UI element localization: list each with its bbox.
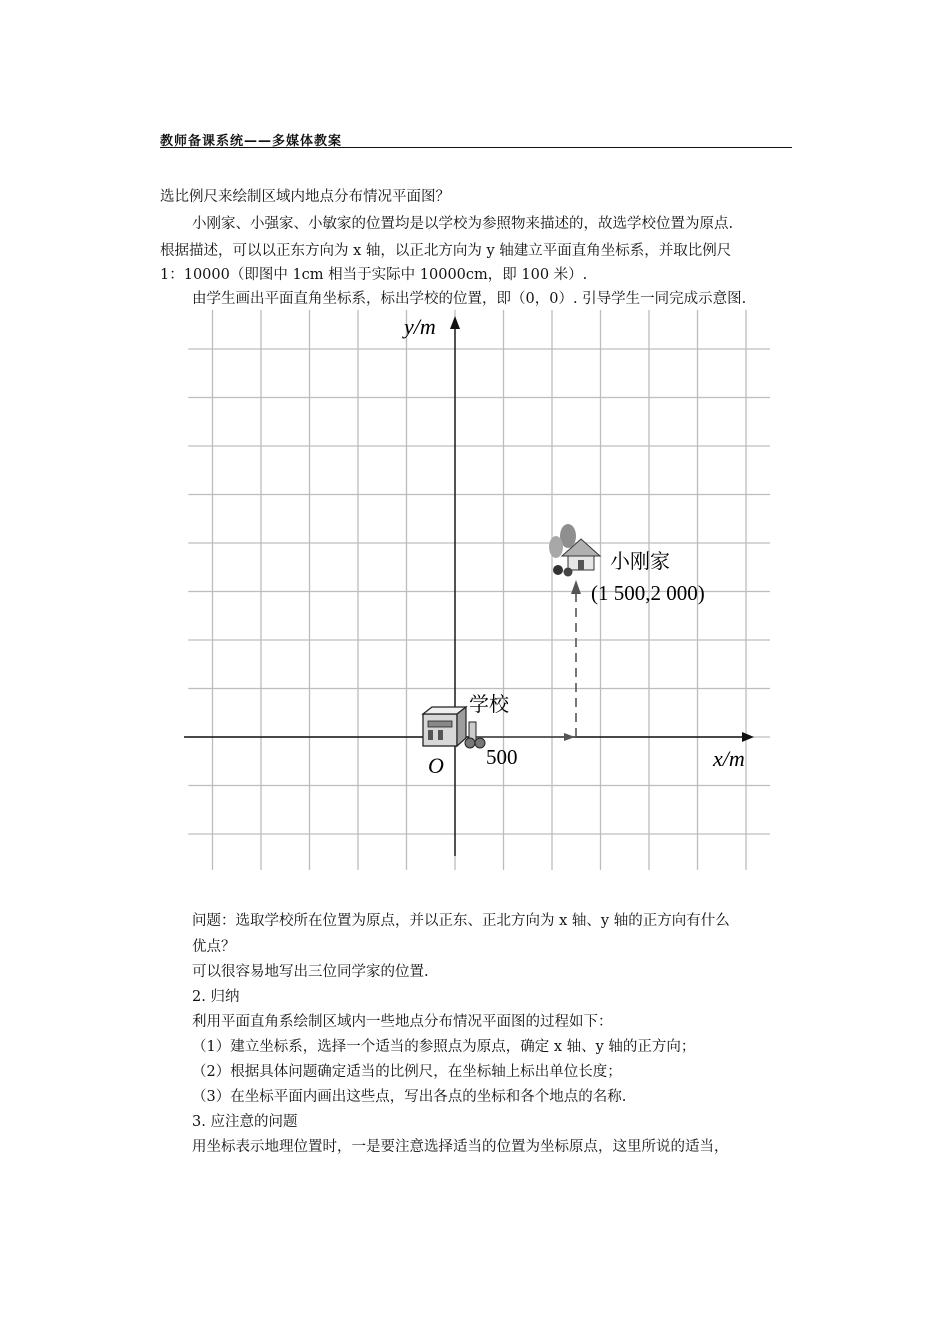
- paragraph-line: 1：10000（即图中 1cm 相当于实际中 10000cm，即 100 米）.: [160, 267, 588, 283]
- paragraph-line: （3）在坐标平面内画出这些点，写出各点的坐标和各个地点的名称.: [192, 1089, 627, 1105]
- paragraph-line: 可以很容易地写出三位同学家的位置.: [192, 964, 429, 980]
- x-axis-arrow: [742, 732, 754, 742]
- dashed-path-arrow: [571, 580, 581, 594]
- paragraph-line: 问题：选取学校所在位置为原点，并以正东、正北方向为 x 轴、y 轴的正方向有什么: [192, 913, 730, 929]
- paragraph-line: 根据描述，可以以正东方向为 x 轴，以正北方向为 y 轴建立平面直角坐标系，并取比例尺: [160, 243, 732, 259]
- paragraph-line: 小刚家、小强家、小敏家的位置均是以学校为参照物来描述的，故选学校位置为原点.: [192, 216, 734, 232]
- paragraph-line: 3. 应注意的问题: [192, 1114, 298, 1130]
- unit-arrow-head: [564, 733, 575, 741]
- page-header-title: 教师备课系统——多媒体教案: [160, 134, 343, 149]
- home-icon: [549, 524, 600, 577]
- y-axis-label: y/m: [404, 314, 436, 339]
- origin-label: O: [428, 753, 444, 778]
- home-coordinates: (1 500,2 000): [591, 581, 705, 605]
- paragraph-line: （1）建立坐标系，选择一个适当的参照点为原点，确定 x 轴、y 轴的正方向；: [192, 1039, 696, 1055]
- paragraph-line: 由学生画出平面直角坐标系，标出学校的位置，即（0，0）. 引导学生一同完成示意图.: [192, 291, 747, 307]
- home-label: 小刚家: [610, 549, 670, 573]
- header-rule: [160, 147, 792, 148]
- paragraph-line: 利用平面直角系绘制区域内一些地点分布情况平面图的过程如下：: [192, 1014, 613, 1030]
- y-axis-arrow: [450, 316, 460, 329]
- paragraph-line: 用坐标表示地理位置时，一是要注意选择适当的位置为坐标原点，这里所说的适当，: [192, 1139, 729, 1155]
- paragraph-line: （2）根据具体问题确定适当的比例尺，在坐标轴上标出单位长度；: [192, 1064, 622, 1080]
- paragraph-line: 2. 归纳: [192, 989, 240, 1005]
- paragraph-line: 选比例尺来绘制区域内地点分布情况平面图？: [160, 189, 450, 205]
- x-axis-label: x/m: [713, 746, 745, 771]
- unit-label: 500: [486, 745, 518, 769]
- coordinate-figure: [170, 310, 770, 870]
- paragraph-line: 优点？: [192, 939, 236, 955]
- school-label: 学校: [469, 692, 509, 716]
